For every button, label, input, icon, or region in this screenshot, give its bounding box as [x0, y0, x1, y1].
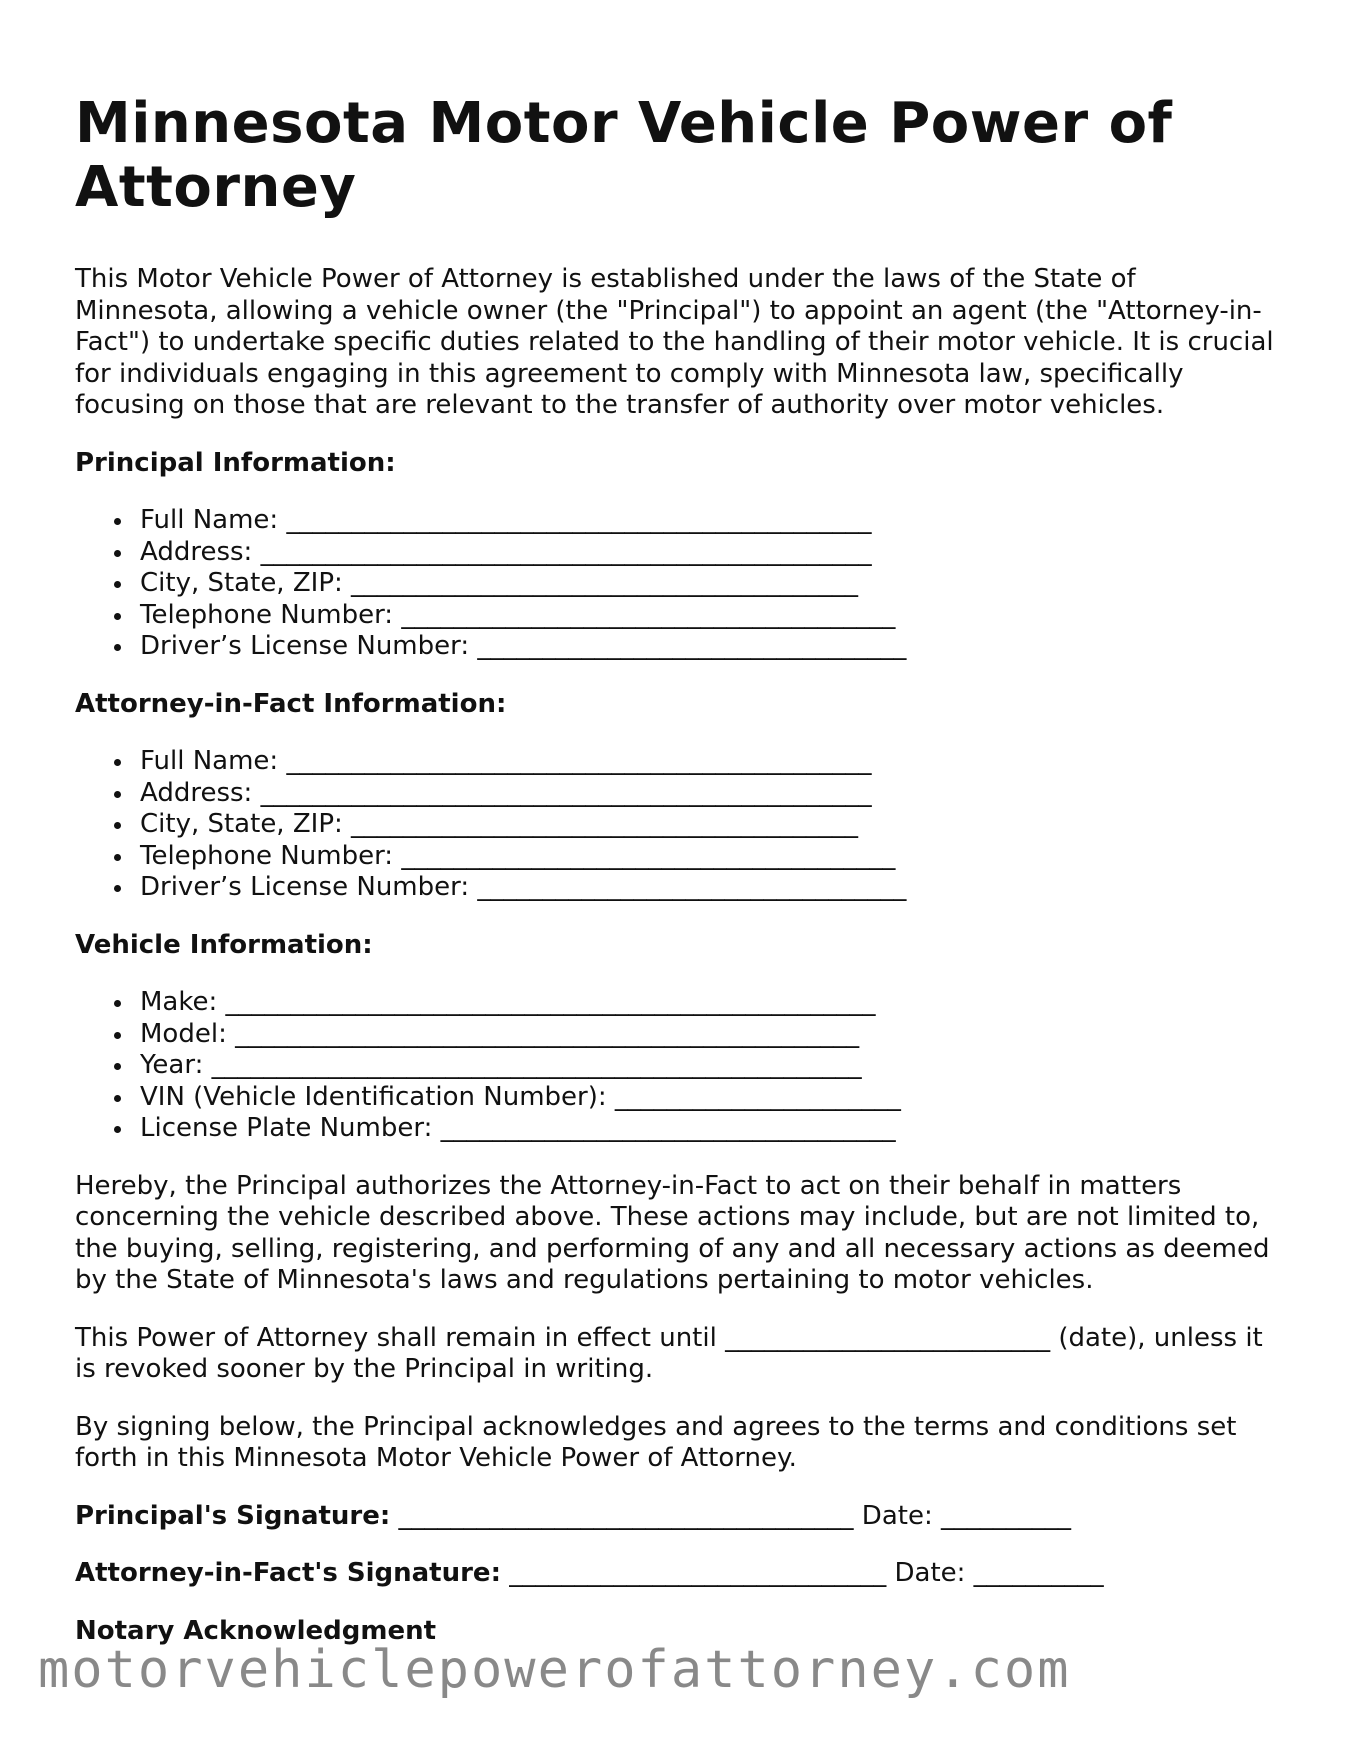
notary-heading: Notary Acknowledgment [75, 1615, 437, 1646]
principal-license-field: Driver’s License Number: _________________________________ [140, 631, 1275, 663]
principal-signature-blank: ___________________________________ Date: __________ [390, 1500, 1071, 1531]
attorney-signature-line [75, 1558, 1275, 1590]
attorney-address-field: Address: _______________________________________________ [140, 778, 1275, 810]
vehicle-make-field: Make: __________________________________________________ [140, 987, 1275, 1019]
attorney-fields [75, 746, 1275, 904]
document-title: Minnesota Motor Vehicle Power of Attorney [75, 91, 1173, 220]
vehicle-year-field: Year: __________________________________________________ [140, 1050, 1275, 1082]
attorney-city-state-zip-field: City, State, ZIP: _______________________________________ [140, 809, 1275, 841]
principal-full-name-field: Full Name: _____________________________________________ [140, 505, 1275, 537]
principal-heading: Principal Information: [75, 447, 396, 478]
vehicle-model-field: Model: ________________________________________________ [140, 1019, 1275, 1051]
authorization-paragraph: Hereby, the Principal authorizes the Attorney-in-Fact to act on their behalf in matters concerning the vehicle described above. These actions may include, but are not limited to, the buying, selling, registering, and performing of any and all necessary actions as deemed by the State of Minnesota's laws and regulations pertaining to motor vehicles. [75, 1170, 1270, 1295]
effect-paragraph: This Power of Attorney shall remain in effect until _________________________ (date), unless it is revoked sooner by the Principal in writing. [75, 1322, 1263, 1384]
vehicle-heading: Vehicle Information: [75, 929, 373, 960]
attorney-full-name-field: Full Name: _____________________________________________ [140, 746, 1275, 778]
principal-signature-line [75, 1501, 1275, 1533]
intro-paragraph: This Motor Vehicle Power of Attorney is established under the laws of the State of Minnesota, allowing a vehicle owner (the "Principal") to appoint an agent (the "Attorney-in-Fact") to undertake specific duties related to the handling of their motor vehicle. It is crucial for individuals engaging in this agreement to comply with Minnesota law, specifically focusing on those that are relevant to the transfer of authority over motor vehicles. [75, 264, 1274, 420]
site-watermark: motorvehiclepowerofattorney.com [38, 1640, 1071, 1700]
vehicle-fields [75, 987, 1275, 1145]
attorney-heading: Attorney-in-Fact Information: [75, 688, 507, 719]
principal-address-field: Address: _______________________________________________ [140, 537, 1275, 569]
principal-telephone-field: Telephone Number: ______________________________________ [140, 600, 1275, 632]
attorney-signature-blank: _____________________________ Date: __________ [500, 1558, 1104, 1588]
document-page [75, 92, 1275, 1647]
acknowledge-paragraph: By signing below, the Principal acknowledges and agrees to the terms and conditions set forth in this Minnesota Motor Vehicle Power of Attorney. [75, 1411, 1237, 1473]
principal-city-state-zip-field: City, State, ZIP: _______________________________________ [140, 568, 1275, 600]
attorney-license-field: Driver’s License Number: _________________________________ [140, 872, 1275, 904]
principal-signature-label: Principal's Signature: [75, 1500, 391, 1531]
vehicle-vin-field: VIN (Vehicle Identification Number): ______________________ [140, 1082, 1275, 1114]
attorney-signature-label: Attorney-in-Fact's Signature: [75, 1558, 501, 1588]
vehicle-plate-field: License Plate Number: ___________________________________ [140, 1113, 1275, 1145]
attorney-telephone-field: Telephone Number: ______________________________________ [140, 841, 1275, 873]
principal-fields [75, 505, 1275, 663]
